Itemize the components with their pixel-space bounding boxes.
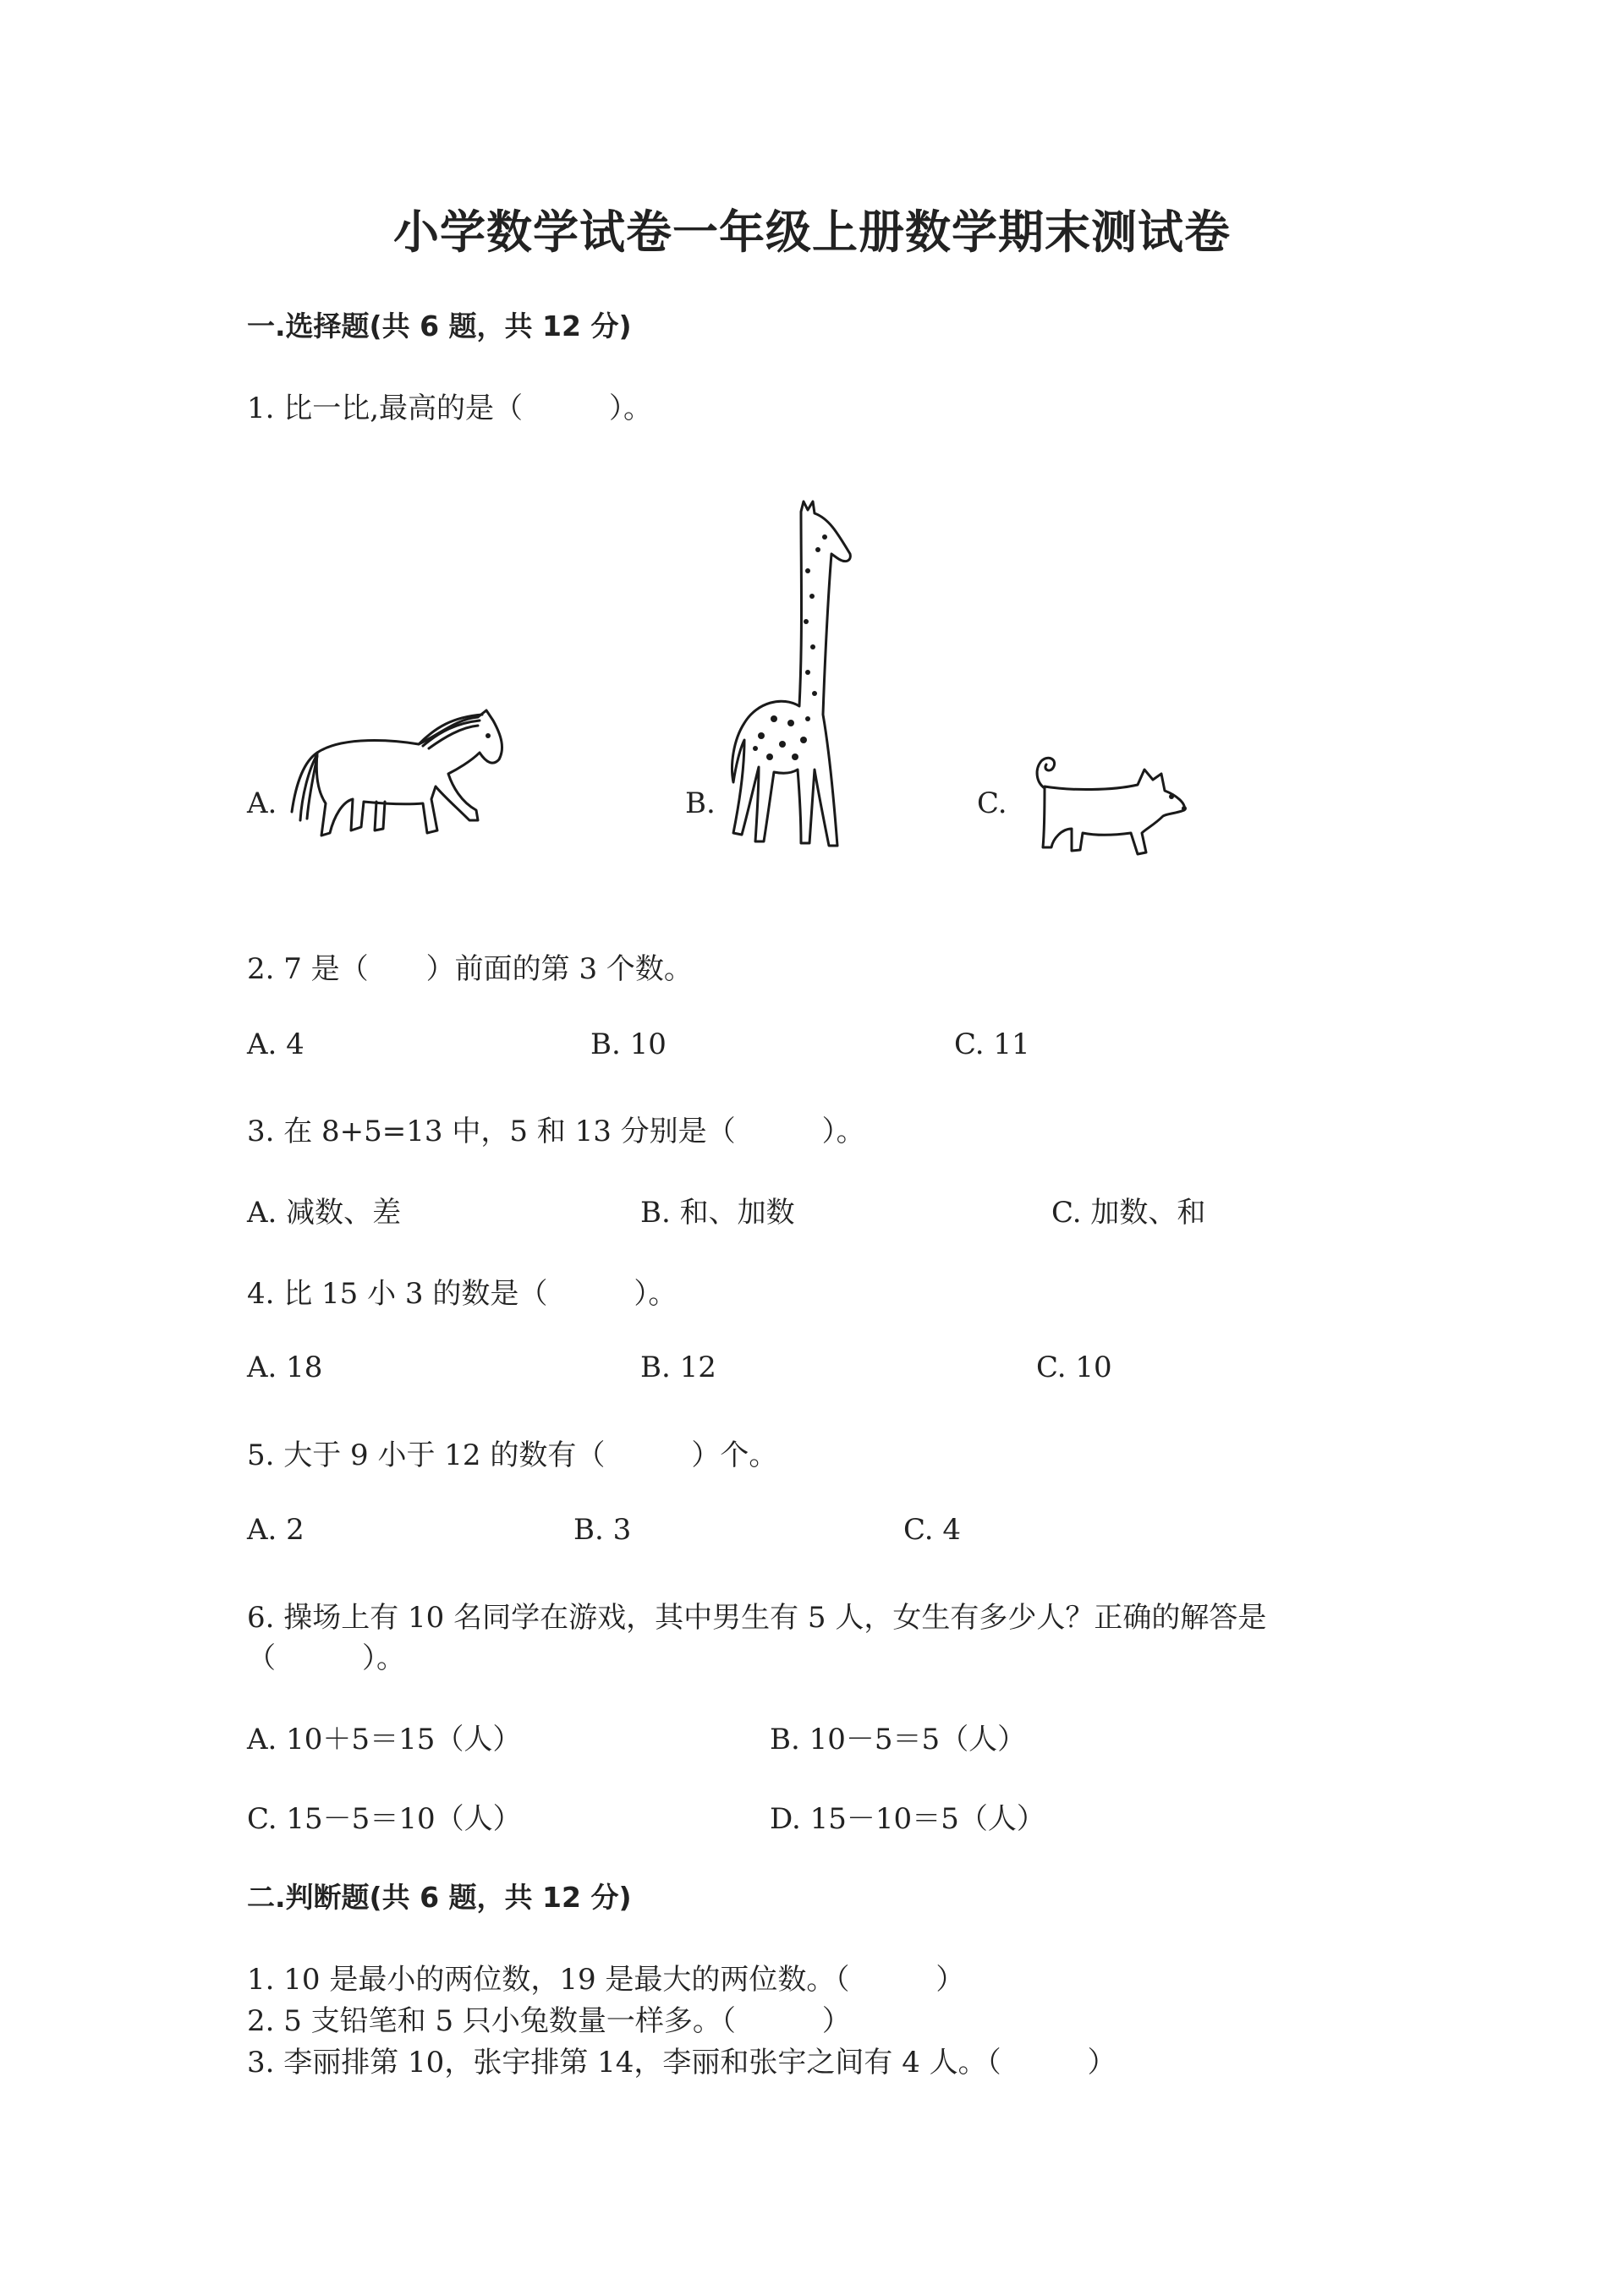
judgement-item-2: 2. 5 支铅笔和 5 只小兔数量一样多。（ ） [247,2004,851,2038]
question-3-option-a: A. 减数、差 [247,1196,402,1230]
section-heading-judgement: 二.判断题(共 6 题，共 12 分) [247,1881,632,1914]
question-5-stem: 5. 大于 9 小于 12 的数有（ ）个。 [247,1438,778,1472]
page-title: 小学数学试卷一年级上册数学期末测试卷 [393,205,1231,259]
question-6-stem-line2: （ ）。 [247,1641,405,1675]
question-2-stem: 2. 7 是（ ）前面的第 3 个数。 [247,952,693,986]
question-2-option-c: C. 11 [954,1027,1030,1061]
judgement-item-1: 1. 10 是最小的两位数，19 是最大的两位数。（ ） [247,1963,965,1997]
horse-icon [283,702,512,850]
question-4-option-b: B. 12 [640,1351,716,1384]
question-5-option-a: A. 2 [247,1513,304,1547]
question-1-option-c: C. [977,786,1007,820]
question-6-option-b: B. 10－5＝5（人） [770,1723,1027,1756]
question-1-option-a: A. [247,786,277,820]
question-3-option-b: B. 和、加数 [640,1196,795,1230]
question-1-stem: 1. 比一比,最高的是（ ）。 [247,392,653,425]
dog-icon [1019,744,1188,858]
question-4-stem: 4. 比 15 小 3 的数是（ ）。 [247,1277,678,1311]
question-1-option-b: B. [685,786,716,820]
question-6-option-c: C. 15－5＝10（人） [247,1802,522,1836]
question-6-stem-line1: 6. 操场上有 10 名同学在游戏，其中男生有 5 人，女生有多少人？正确的解答是 [247,1601,1267,1635]
question-5-option-b: B. 3 [573,1513,632,1547]
question-2-option-b: B. 10 [590,1027,667,1061]
question-6-option-d: D. 15－10＝5（人） [770,1802,1045,1836]
question-3-stem: 3. 在 8+5=13 中，5 和 13 分别是（ ）。 [247,1115,865,1148]
question-2-option-a: A. 4 [247,1027,304,1061]
section-heading-choice: 一.选择题(共 6 题，共 12 分) [247,310,632,342]
giraffe-icon [723,495,867,850]
question-3-option-c: C. 加数、和 [1051,1196,1206,1230]
question-6-option-a: A. 10＋5＝15（人） [247,1723,522,1756]
question-4-option-c: C. 10 [1036,1351,1112,1384]
judgement-item-3: 3. 李丽排第 10，张宇排第 14，李丽和张宇之间有 4 人。（ ） [247,2046,1116,2080]
question-5-option-c: C. 4 [903,1513,962,1547]
question-4-option-a: A. 18 [247,1351,323,1384]
